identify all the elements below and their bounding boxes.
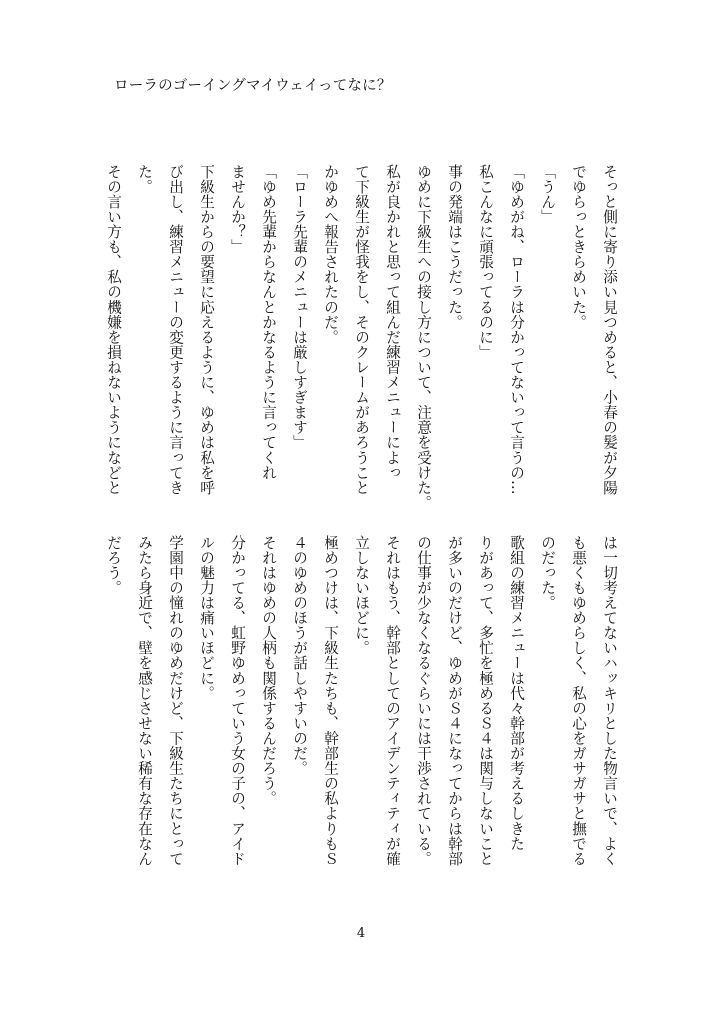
text-column: 「ローラ先輩のメニューは厳しすぎます」: [291, 164, 308, 450]
text-column: ルの魅力は痛いほどに。: [198, 535, 215, 701]
text-column: 私が良かれと思って組んだ練習メニューによっ: [384, 164, 401, 481]
text-column: 「ゆめがね、ローラは分かってないって言うの…: [508, 164, 525, 496]
text-column: 「ゆめ先輩からなんとかなるように言ってくれ: [260, 164, 277, 481]
text-column: それはもう、幹部としてのアイデンティティが確: [384, 535, 401, 867]
text-column: 「うん」: [539, 164, 556, 225]
text-column: び出し、練習メニューの変更するように言ってき: [167, 164, 184, 496]
text-column: みたら身近で、壁を感じさせない稀有な存在なん: [136, 535, 153, 867]
text-column: 下級生からの要望に応えるように、ゆめは私を呼: [198, 164, 215, 496]
text-column: 分かってる、虹野ゆめっていう女の子の、アイド: [229, 535, 246, 867]
text-column: 歌組の練習メニューは代々幹部が考えるしきた: [508, 535, 525, 852]
text-column: 私こんなに頑張ってるのに」: [477, 164, 494, 360]
text-column: その言い方も、私の機嫌を損ねないようになどと: [105, 164, 122, 496]
text-column: それはゆめの人柄も関係するんだろう。: [260, 535, 277, 806]
text-column: かゆめへ報告されたのだ。: [322, 164, 339, 345]
page-number: 4: [356, 926, 366, 941]
text-block-top: [98, 164, 625, 511]
text-column: た。: [136, 164, 153, 195]
text-column: 学園中の憧れのゆめだけど、下級生たちにとって: [167, 535, 184, 867]
text-column: のだった。: [539, 535, 556, 611]
text-column: ませんか？」: [229, 164, 246, 255]
text-column: 事の発端はこうだった。: [446, 164, 463, 330]
text-column: そっと側に寄り添い見つめると、小春の髪が夕陽: [601, 164, 618, 496]
text-column: ４のゆめのほうが話しやすいのだ。: [291, 535, 308, 776]
text-column: も悪くもゆめらしく、私の心をガサガサと撫でる: [570, 535, 587, 867]
text-column: でゆらっときらめいた。: [570, 164, 587, 330]
text-column: が多いのだけど、ゆめがＳ４になってからは幹部: [446, 535, 463, 867]
text-column: 極めつけは、下級生たちも、幹部生の私よりもＳ: [322, 535, 339, 867]
text-column: だろう。: [105, 535, 122, 596]
text-column: は一切考えてないハッキリとした物言いで、よく: [601, 535, 618, 867]
text-column: の仕事が少なくなるぐらいには干渉されている。: [415, 535, 432, 867]
text-column: て下級生が怪我をし、そのクレームがあろうこと: [353, 164, 370, 496]
text-column: りがあって、多忙を極めるＳ４は関与しないこと: [477, 535, 494, 867]
text-column: ゆめに下級生への接し方について、注意を受けた。: [415, 164, 432, 511]
chapter-title: ローラのゴーイングマイウェイってなに？: [114, 78, 392, 94]
text-block-bottom: [98, 535, 625, 875]
text-column: 立しないほどに。: [353, 535, 370, 656]
